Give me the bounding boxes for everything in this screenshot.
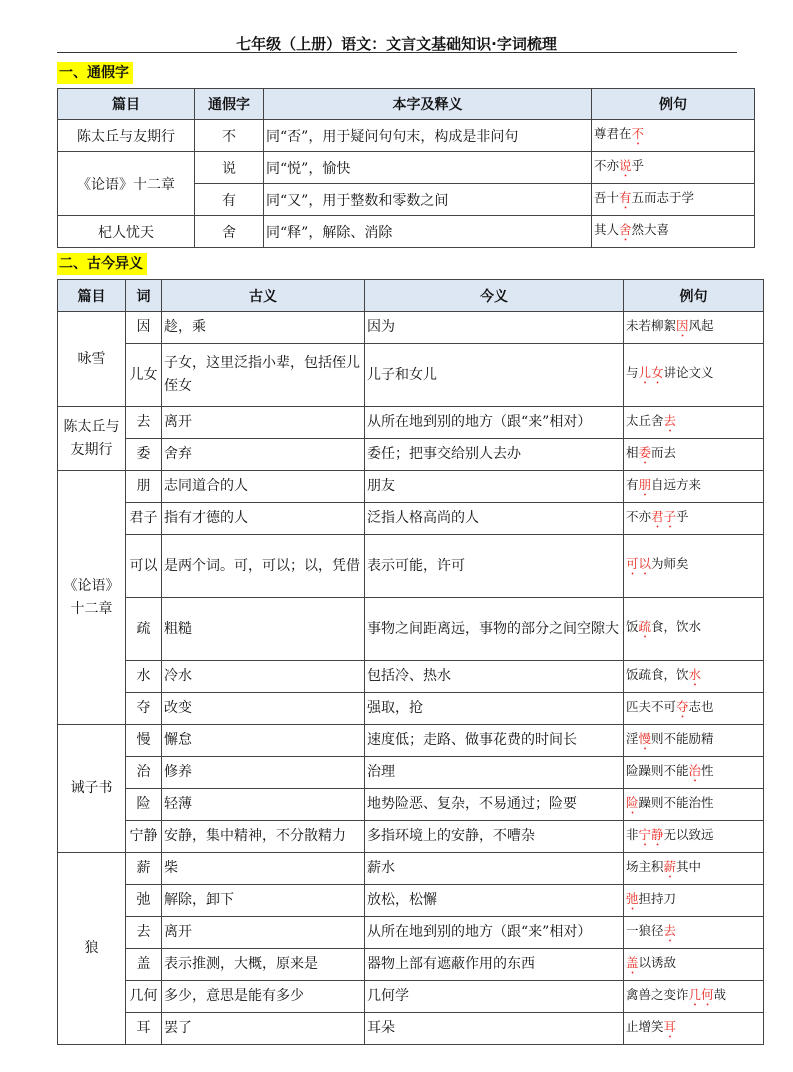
- example-cell: 太丘舍去: [624, 407, 764, 439]
- highlight-word: 君子: [651, 508, 677, 524]
- example-cell: 饭疏食，饮水: [624, 661, 764, 693]
- table-row: [58, 471, 764, 503]
- highlight-word: 治: [688, 762, 702, 778]
- highlight-word: 几何: [688, 986, 714, 1002]
- title-cell: 狼: [58, 853, 126, 1045]
- word-cell: 委: [126, 439, 162, 471]
- table-header-row: [58, 280, 764, 312]
- new-meaning-cell: 耳朵: [365, 1013, 624, 1045]
- new-meaning-cell: 因为: [365, 312, 624, 344]
- highlight-word: 委: [638, 444, 652, 460]
- new-meaning-cell: 几何学: [365, 981, 624, 1013]
- old-meaning-cell: 改变: [162, 693, 365, 725]
- highlight-word: 不: [631, 125, 645, 141]
- highlight-word: 慢: [638, 730, 652, 746]
- new-meaning-cell: 器物上部有遮蔽作用的东西: [365, 949, 624, 981]
- highlight-word: 薪: [663, 858, 677, 874]
- old-meaning-cell: 冷水: [162, 661, 365, 693]
- table-row: [58, 661, 764, 693]
- new-meaning-cell: 包括冷、热水: [365, 661, 624, 693]
- old-meaning-cell: 柴: [162, 853, 365, 885]
- old-meaning-cell: 粗糙: [162, 598, 365, 661]
- example-cell: 非宁静无以致远: [624, 821, 764, 853]
- old-meaning-cell: 多少，意思是能有多少: [162, 981, 365, 1013]
- word-cell: 去: [126, 407, 162, 439]
- old-meaning-cell: 安静，集中精神，不分散精力: [162, 821, 365, 853]
- new-meaning-cell: 儿子和女儿: [365, 344, 624, 407]
- example-cell: 止增笑耳: [624, 1013, 764, 1045]
- word-cell: 儿女: [126, 344, 162, 407]
- word-cell: 耳: [126, 1013, 162, 1045]
- example-cell: 相委而去: [624, 439, 764, 471]
- new-meaning-cell: 从所在地到别的地方（跟“来”相对）: [365, 407, 624, 439]
- example-cell: 险躁则不能治性: [624, 789, 764, 821]
- word-cell: 宁静: [126, 821, 162, 853]
- highlight-word: 说: [619, 157, 632, 173]
- example-cell: 淫慢则不能励精: [624, 725, 764, 757]
- title-cell: 《论语》十二章: [58, 471, 126, 725]
- highlight-word: 去: [663, 412, 677, 428]
- old-meaning-cell: 轻薄: [162, 789, 365, 821]
- old-meaning-cell: 舍弃: [162, 439, 365, 471]
- new-meaning-cell: 治理: [365, 757, 624, 789]
- table-row: [58, 120, 755, 152]
- table-row: [58, 152, 755, 184]
- char-cell: 说: [195, 152, 264, 184]
- old-meaning-cell: 修养: [162, 757, 365, 789]
- title-cell: 陈太丘与友期行: [58, 120, 195, 152]
- example-cell: 匹夫不可夺志也: [624, 693, 764, 725]
- table-header-row: [58, 89, 755, 120]
- example-cell: 险躁则不能治性: [624, 757, 764, 789]
- header-cell: 篇目: [58, 280, 126, 312]
- tongjiazi-table: [57, 88, 755, 248]
- highlight-word: 去: [663, 922, 677, 938]
- old-meaning-cell: 趁，乘: [162, 312, 365, 344]
- section-heading-gujinyiyi: 二、古今异义: [57, 253, 147, 275]
- table-row: [58, 725, 764, 757]
- word-cell: 可以: [126, 535, 162, 598]
- header-cell: 词: [126, 280, 162, 312]
- highlight-word: 因: [676, 317, 689, 333]
- example-cell: 场主积薪其中: [624, 853, 764, 885]
- highlight-word: 儿女: [638, 365, 664, 380]
- header-cell: 例句: [624, 280, 764, 312]
- word-cell: 几何: [126, 981, 162, 1013]
- table-row: [58, 981, 764, 1013]
- word-cell: 治: [126, 757, 162, 789]
- old-meaning-cell: 离开: [162, 407, 365, 439]
- example-cell: 未若柳絮因风起: [624, 312, 764, 344]
- old-meaning-cell: 离开: [162, 917, 365, 949]
- table-row: [58, 949, 764, 981]
- word-cell: 慢: [126, 725, 162, 757]
- new-meaning-cell: 泛指人格高尚的人: [365, 503, 624, 535]
- old-meaning-cell: 懈怠: [162, 725, 365, 757]
- example-cell: 不亦君子乎: [624, 503, 764, 535]
- table-row: [58, 885, 764, 917]
- word-cell: 因: [126, 312, 162, 344]
- meaning-cell: 同“否”，用于疑问句句末，构成是非问句: [264, 120, 592, 152]
- new-meaning-cell: 表示可能，许可: [365, 535, 624, 598]
- word-cell: 弛: [126, 885, 162, 917]
- highlight-word: 可以: [626, 556, 652, 571]
- new-meaning-cell: 多指环境上的安静，不嘈杂: [365, 821, 624, 853]
- new-meaning-cell: 速度低；走路、做事花费的时间长: [365, 725, 624, 757]
- old-meaning-cell: 指有才德的人: [162, 503, 365, 535]
- example-cell: 与儿女讲论文义: [624, 344, 764, 407]
- table-row: [58, 821, 764, 853]
- old-meaning-cell: 志同道合的人: [162, 471, 365, 503]
- table-row: [58, 407, 764, 439]
- example-cell: 尊君在不: [592, 120, 755, 152]
- highlight-word: 有: [619, 189, 632, 205]
- new-meaning-cell: 强取，抢: [365, 693, 624, 725]
- example-cell: 可以为师矣: [624, 535, 764, 598]
- new-meaning-cell: 放松，松懈: [365, 885, 624, 917]
- example-cell: 一狼径去: [624, 917, 764, 949]
- title-cell: 陈太丘与友期行: [58, 407, 126, 471]
- table-row: [58, 693, 764, 725]
- new-meaning-cell: 从所在地到别的地方（跟“来”相对）: [365, 917, 624, 949]
- table-row: [58, 757, 764, 789]
- example-cell: 吾十有五而志于学: [592, 184, 755, 216]
- table-row: [58, 503, 764, 535]
- word-cell: 君子: [126, 503, 162, 535]
- old-meaning-cell: 子女，这里泛指小辈，包括侄儿侄女: [162, 344, 365, 407]
- word-cell: 水: [126, 661, 162, 693]
- char-cell: 舍: [195, 216, 264, 248]
- table-row: [58, 439, 764, 471]
- title-cell: 杞人忧天: [58, 216, 195, 248]
- new-meaning-cell: 朋友: [365, 471, 624, 503]
- highlight-word: 盖: [626, 954, 639, 970]
- header-cell: 通假字: [195, 89, 264, 120]
- table-row: [58, 535, 764, 598]
- header-cell: 本字及释义: [264, 89, 592, 120]
- gujinyiyi-table: [57, 279, 764, 1045]
- highlight-word: 疏: [638, 619, 652, 634]
- section-heading-tongjiazi: 一、通假字: [57, 62, 133, 84]
- meaning-cell: 同“悦”，愉快: [264, 152, 592, 184]
- table-row: [58, 917, 764, 949]
- new-meaning-cell: 地势险恶、复杂，不易通过；险要: [365, 789, 624, 821]
- title-divider: [57, 52, 737, 53]
- highlight-word: 弛: [626, 890, 639, 906]
- word-cell: 夺: [126, 693, 162, 725]
- table-row: [58, 344, 764, 407]
- highlight-word: 夺: [676, 698, 689, 714]
- table-row: [58, 853, 764, 885]
- title-cell: 诫子书: [58, 725, 126, 853]
- word-cell: 薪: [126, 853, 162, 885]
- char-cell: 有: [195, 184, 264, 216]
- header-cell: 今义: [365, 280, 624, 312]
- example-cell: 禽兽之变诈几何哉: [624, 981, 764, 1013]
- example-cell: 弛担持刀: [624, 885, 764, 917]
- table-row: [58, 598, 764, 661]
- example-cell: 盖以诱敌: [624, 949, 764, 981]
- example-cell: 有朋自远方来: [624, 471, 764, 503]
- meaning-cell: 同“释”，解除、消除: [264, 216, 592, 248]
- word-cell: 去: [126, 917, 162, 949]
- example-cell: 其人舍然大喜: [592, 216, 755, 248]
- header-cell: 例句: [592, 89, 755, 120]
- table-row: [58, 1013, 764, 1045]
- table-row: [58, 789, 764, 821]
- old-meaning-cell: 解除，卸下: [162, 885, 365, 917]
- char-cell: 不: [195, 120, 264, 152]
- old-meaning-cell: 是两个词。可，可以；以，凭借: [162, 535, 365, 598]
- word-cell: 盖: [126, 949, 162, 981]
- highlight-word: 宁静: [638, 826, 664, 842]
- table-row: [58, 312, 764, 344]
- title-cell: 《论语》十二章: [58, 152, 195, 216]
- table-row: [58, 216, 755, 248]
- new-meaning-cell: 委任；把事交给别人去办: [365, 439, 624, 471]
- example-cell: 饭疏食，饮水: [624, 598, 764, 661]
- highlight-word: 朋: [638, 476, 652, 492]
- word-cell: 险: [126, 789, 162, 821]
- header-cell: 古义: [162, 280, 365, 312]
- highlight-word: 舍: [619, 221, 632, 237]
- word-cell: 朋: [126, 471, 162, 503]
- meaning-cell: 同“又”，用于整数和零数之间: [264, 184, 592, 216]
- page-title: 七年级（上册）语文：文言文基础知识·字词梳理: [236, 35, 557, 53]
- highlight-word: 险: [626, 794, 639, 810]
- old-meaning-cell: 表示推测，大概，原来是: [162, 949, 365, 981]
- word-cell: 疏: [126, 598, 162, 661]
- new-meaning-cell: 事物之间距离远，事物的部分之间空隙大: [365, 598, 624, 661]
- header-cell: 篇目: [58, 89, 195, 120]
- title-cell: 咏雪: [58, 312, 126, 407]
- highlight-word: 水: [688, 666, 702, 682]
- example-cell: 不亦说乎: [592, 152, 755, 184]
- old-meaning-cell: 罢了: [162, 1013, 365, 1045]
- new-meaning-cell: 薪水: [365, 853, 624, 885]
- highlight-word: 耳: [663, 1018, 677, 1034]
